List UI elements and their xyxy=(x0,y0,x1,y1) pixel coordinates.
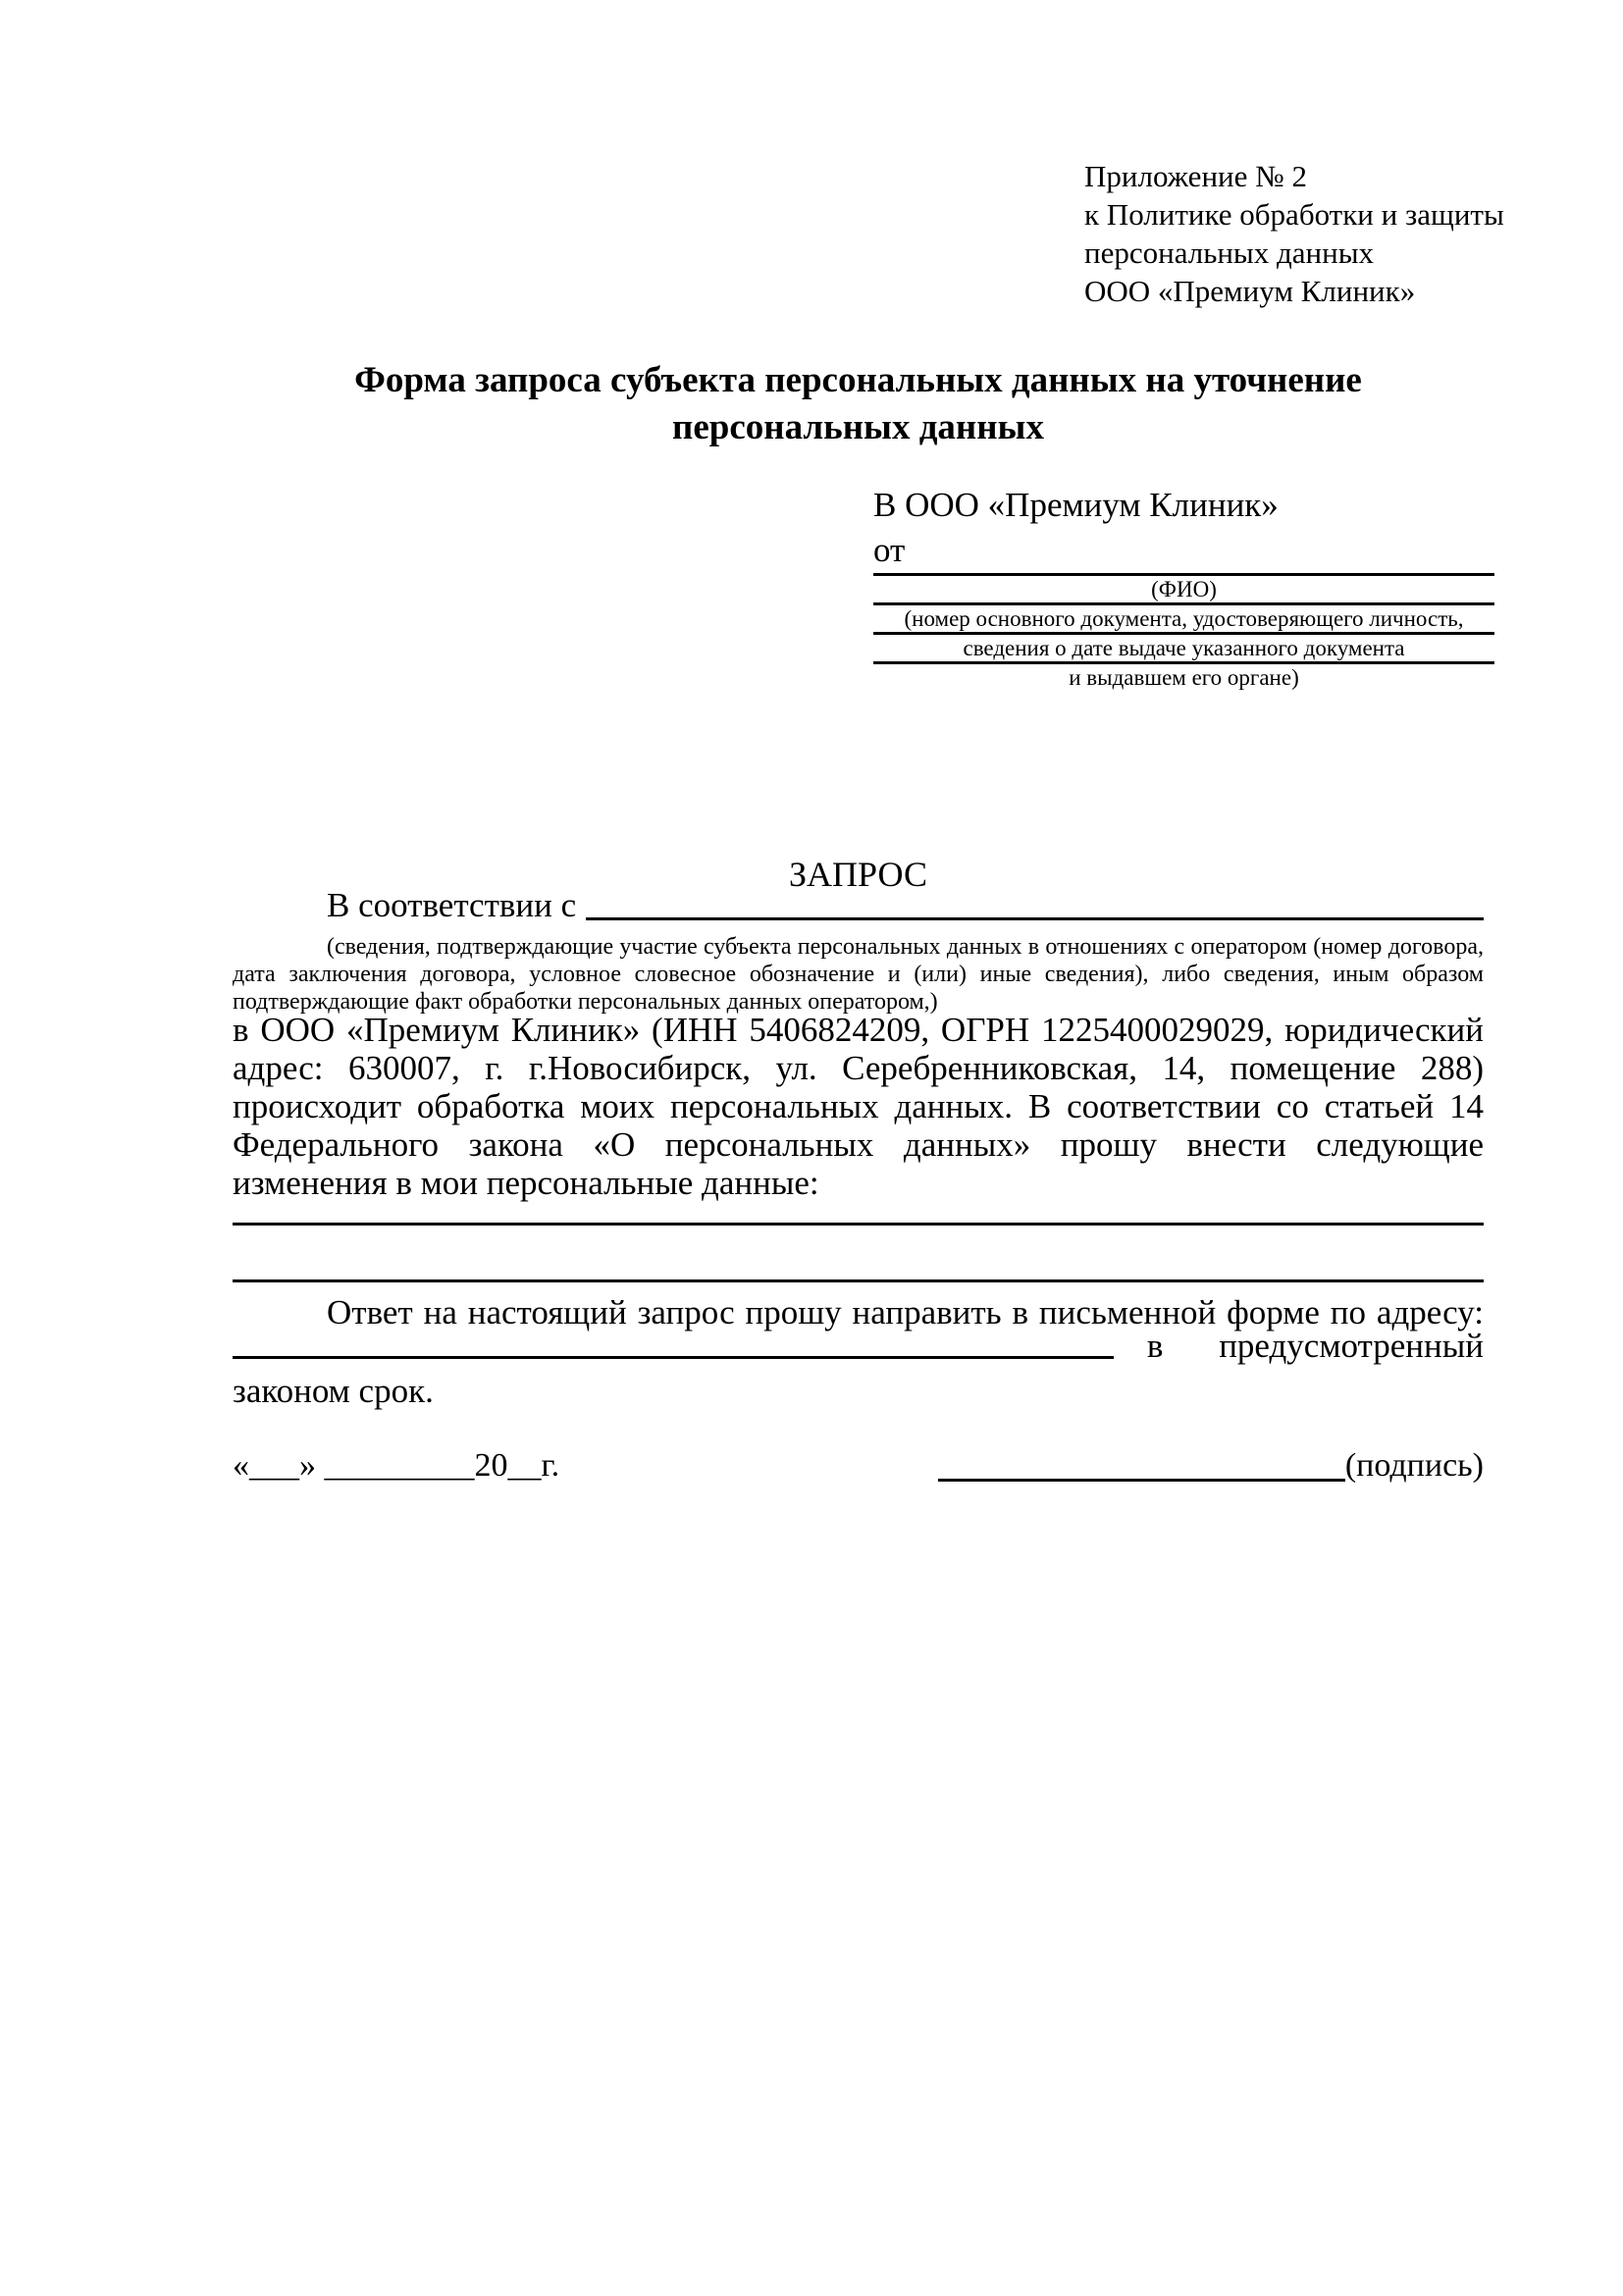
accordance-label: В соответствии с xyxy=(327,886,577,924)
issuing-authority-field xyxy=(873,661,1494,691)
footer-row xyxy=(233,1444,1484,1487)
issue-date-caption: сведения о дате выдаче указанного документа xyxy=(963,636,1405,660)
annex-line: персональных данных xyxy=(1084,235,1375,270)
issue-date-blank-line xyxy=(873,632,1494,635)
annex-line: к Политике обработки и защиты xyxy=(1084,197,1504,232)
fio-field xyxy=(873,573,1494,602)
ruled-line xyxy=(233,1279,1484,1282)
signature-blank-line xyxy=(938,1441,1345,1482)
issuing-authority-caption: и выдавшем его органе) xyxy=(1069,665,1299,690)
addressee-to: В ООО «Премиум Клиник» xyxy=(873,486,1279,524)
document-number-caption: (номер основного документа, удостоверяющего личность, xyxy=(904,606,1464,631)
changes-blank-line-2 xyxy=(233,1279,1484,1282)
annex-header xyxy=(1084,157,1504,310)
annex-line: ООО «Премиум Клиник» xyxy=(1084,274,1416,308)
accordance-row xyxy=(233,886,1484,925)
addressee-block xyxy=(873,483,1494,691)
signature-caption: (подпись) xyxy=(1344,1447,1484,1484)
accordance-note: (сведения, подтверждающие участие субъекта персональных данных в отношениях с оператором (номер договора, дата заключения договора, условное словесное обозначение и (или) иные сведения), либо сведения, иным образом подтверждающие факт обработки персональных данных оператором,) xyxy=(233,934,1484,1015)
date-line: «___» _________20__г. xyxy=(233,1447,560,1484)
changes-blank-line-1 xyxy=(233,1223,1484,1226)
addressee-from-label: от xyxy=(873,531,906,569)
annex-line: Приложение № 2 xyxy=(1084,159,1307,193)
issue-date-field xyxy=(873,632,1494,661)
address-blank-line xyxy=(233,1332,1114,1359)
answer-tail: в предусмотренный xyxy=(1146,1327,1484,1365)
fio-caption: (ФИО) xyxy=(1151,577,1217,601)
answer-line-1: Ответ на настоящий запрос прошу направить в письменной форме по адресу: xyxy=(327,1293,1484,1331)
request-heading: ЗАПРОС xyxy=(789,855,927,894)
fio-blank-line xyxy=(873,573,1494,576)
document-number-field xyxy=(873,602,1494,632)
answer-line-3: законом срок. xyxy=(233,1372,434,1410)
document-number-blank-line xyxy=(873,602,1494,605)
accordance-blank-line xyxy=(586,886,1484,920)
signature-group xyxy=(938,1441,1484,1487)
paragraph-indent xyxy=(233,886,327,925)
issuing-authority-blank-line xyxy=(873,661,1494,664)
answer-line-2 xyxy=(233,1327,1484,1365)
ruled-line xyxy=(233,1223,1484,1226)
body-paragraph: в ООО «Премиум Клиник» (ИНН 5406824209, ОГРН 1225400029029, юридический адрес: 630007, г. г.Новосибирск, ул. Серебренниковская, 14, помещение 288) происходит обработка моих персональных данных. В соответствии со статьей 14 Федерального закона «О персональных данных» прошу внести следующие изменения в мои персональные данные: xyxy=(233,1011,1484,1202)
document-title: Форма запроса субъекта персональных данных на уточнение персональных данных xyxy=(354,360,1362,447)
